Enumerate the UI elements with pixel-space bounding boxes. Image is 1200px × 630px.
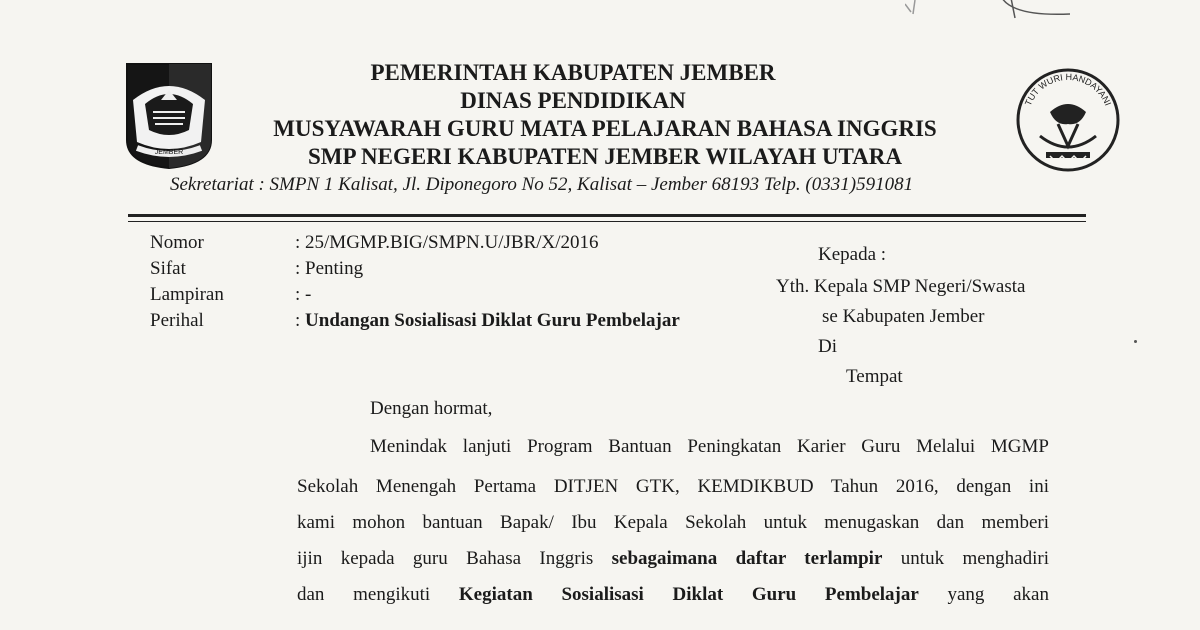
meta-value-prefix: : xyxy=(295,310,306,331)
body-emphasis: Kegiatan Sosialisasi Diklat Guru Pembelajar xyxy=(458,584,919,605)
letterhead-department: DINAS PENDIDIKAN xyxy=(460,88,686,113)
body-line-5 xyxy=(297,584,1049,606)
body-text: ijin kepada guru Bahasa Inggris xyxy=(297,548,612,569)
meta-value: : 25/MGMP.BIG/SMPN.U/JBR/X/2016 xyxy=(295,232,599,253)
letterhead-organization: MUSYAWARAH GURU MATA PELAJARAN BAHASA INGGRIS xyxy=(273,116,937,141)
svg-text:JEMBER: JEMBER xyxy=(154,149,184,156)
addressee-place: Tempat xyxy=(846,366,903,387)
meta-label: Sifat xyxy=(150,258,186,279)
body-text: untuk menghadiri xyxy=(882,548,1049,569)
meta-value: : - xyxy=(295,284,312,305)
body-text: dan mengikuti xyxy=(297,584,459,605)
meta-label: Perihal xyxy=(150,310,204,331)
meta-label: Nomor xyxy=(150,232,204,253)
letterhead-secretariat: Sekretariat : SMPN 1 Kalisat, Jl. Diponegoro No 52, Kalisat – Jember 68193 Telp. (0331)591081 xyxy=(170,174,914,195)
meta-value: : Penting xyxy=(295,258,364,279)
body-text: yang akan xyxy=(918,584,1049,605)
greeting: Dengan hormat, xyxy=(370,398,493,419)
addressee-area: se Kabupaten Jember xyxy=(822,306,985,327)
letterhead-region: SMP NEGERI KABUPATEN JEMBER WILAYAH UTARA xyxy=(307,144,903,169)
svg-text:TUT WURI HANDAYANI: TUT WURI HANDAYANI xyxy=(1022,71,1114,108)
addressee-kepada: Kepada : xyxy=(818,244,887,265)
body-line-4 xyxy=(297,548,1049,570)
letterhead-rule-thin xyxy=(128,221,1086,222)
body-line-2: Sekolah Menengah Pertama DITJEN GTK, KEMDIKBUD Tahun 2016, dengan ini xyxy=(297,476,1049,497)
addressee-di: Di xyxy=(818,336,837,357)
body-line-3: kami mohon bantuan Bapak/ Ibu Kepala Sekolah untuk menugaskan dan memberi xyxy=(297,512,1049,533)
stamp-fragment xyxy=(905,0,1075,22)
scan-speck xyxy=(1134,340,1137,343)
body-emphasis: sebagaimana daftar terlampir xyxy=(611,548,883,569)
subject-text: Undangan Sosialisasi Diklat Guru Pembelajar xyxy=(305,310,680,331)
meta-label: Lampiran xyxy=(150,284,224,305)
letterhead-government: PEMERINTAH KABUPATEN JEMBER xyxy=(370,60,776,85)
addressee-recipient: Yth. Kepala SMP Negeri/Swasta xyxy=(776,276,1026,297)
body-line-1: Menindak lanjuti Program Bantuan Peningkatan Karier Guru Melalui MGMP xyxy=(370,436,1049,457)
meta-value xyxy=(295,310,680,332)
letterhead-rule-thick xyxy=(128,214,1086,217)
